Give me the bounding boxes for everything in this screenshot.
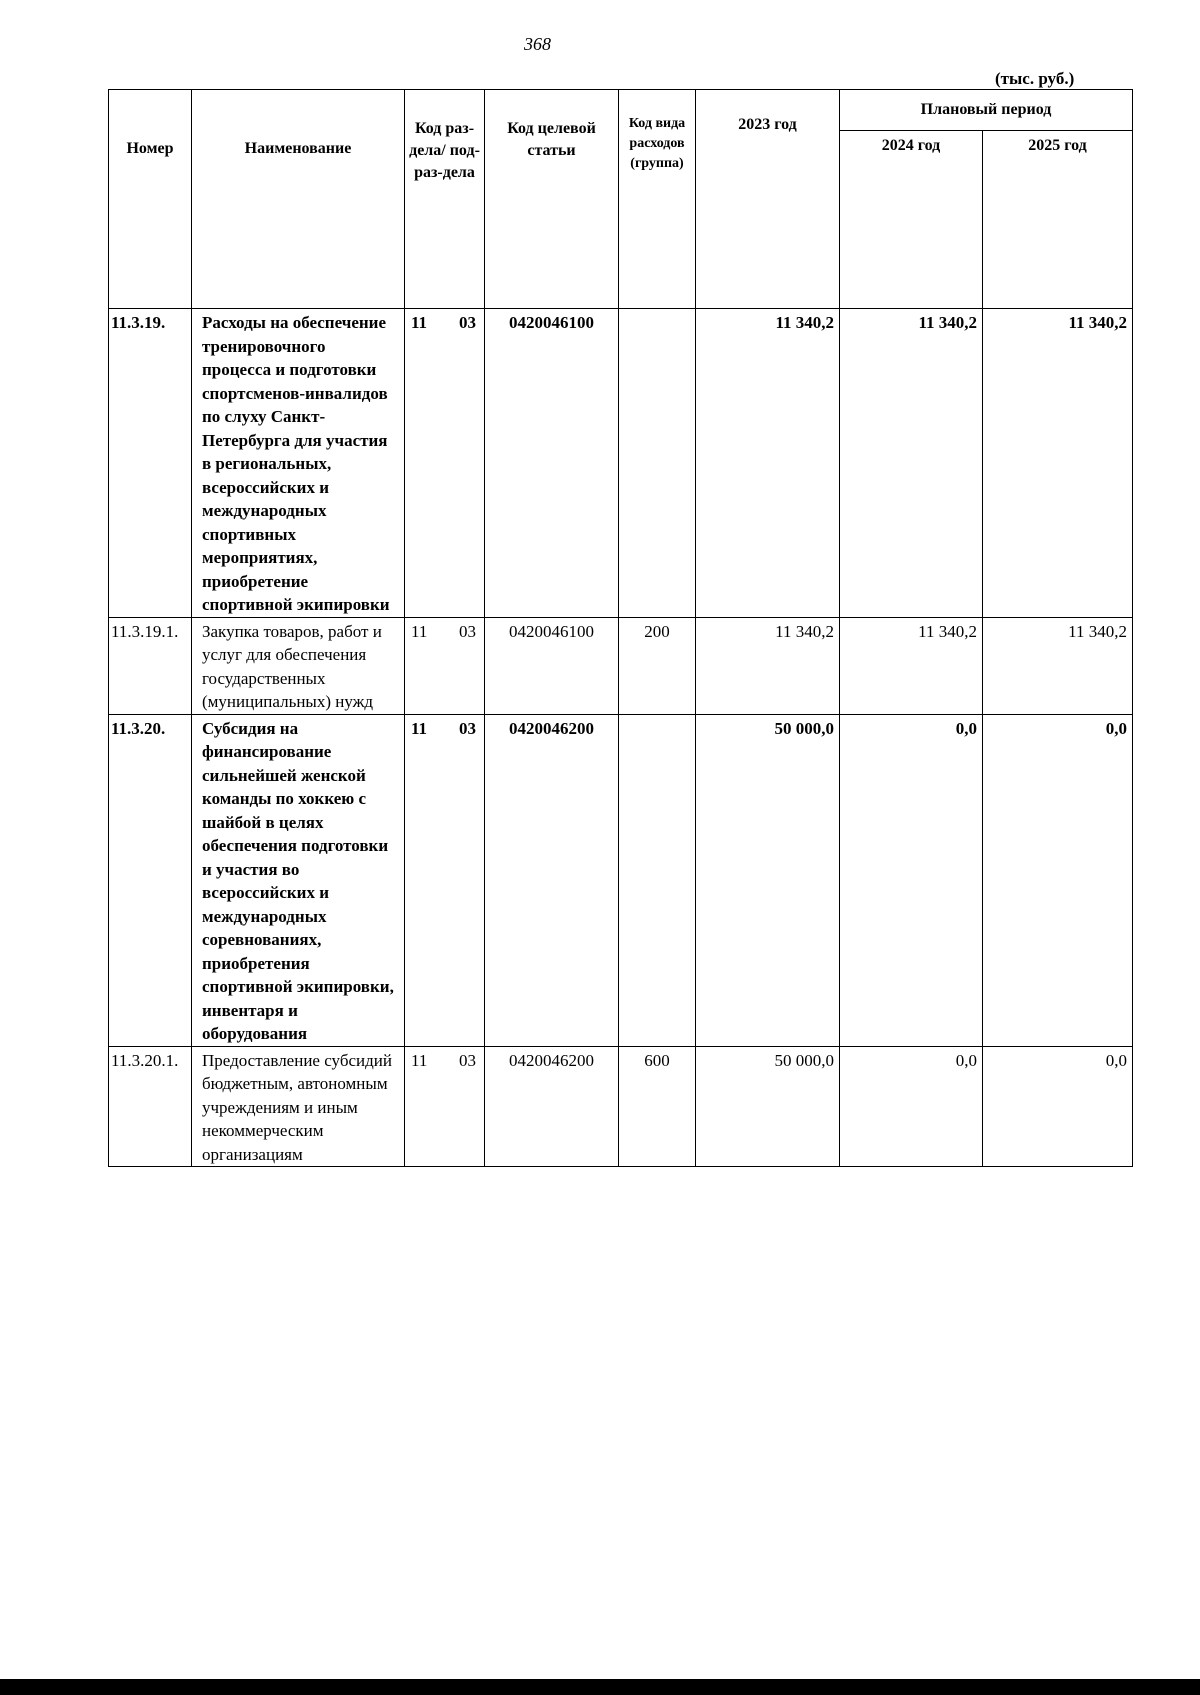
row-csr: 0420046200 (485, 1046, 619, 1167)
row-2024: 11 340,2 (840, 309, 983, 618)
header-2023: 2023 год (696, 90, 840, 309)
row-2023: 50 000,0 (696, 1046, 840, 1167)
row-razdel: 11 (411, 313, 428, 332)
header-2024: 2024 год (840, 131, 983, 309)
row-2023: 11 340,2 (696, 309, 840, 618)
row-name: Расходы на обеспечение тренировочного процесса и подготовки спортсменов-инвалидов по слуху Санкт-Петербурга для участия в региональных, всероссийских и международных спортивных мероприятиях, приобретение спортивной экипировки (192, 309, 405, 618)
row-podrazdel: 03 (459, 621, 476, 641)
header-name: Наименование (192, 90, 405, 309)
row-razdel-cell (405, 309, 485, 618)
row-2025: 0,0 (983, 714, 1133, 1046)
row-razdel: 11 (411, 718, 428, 738)
row-number: 11.3.20.1. (109, 1046, 192, 1167)
row-csr: 0420046200 (485, 714, 619, 1046)
row-2024: 11 340,2 (840, 617, 983, 714)
row-vr: 200 (619, 617, 696, 714)
row-2025: 0,0 (983, 1046, 1133, 1167)
row-2025: 11 340,2 (983, 617, 1133, 714)
header-razdel: Код раз-дела/ под-раз-дела (405, 90, 485, 309)
scan-border (0, 1679, 1200, 1695)
row-number: 11.3.19.1. (109, 617, 192, 714)
row-razdel-cell (405, 617, 485, 714)
table-row (109, 1046, 1133, 1167)
header-number: Номер (109, 90, 192, 309)
header-plan-period: Плановый период (840, 90, 1133, 131)
row-podrazdel: 03 (459, 718, 476, 738)
units-label: (тыс. руб.) (995, 69, 1075, 88)
budget-table (108, 89, 1133, 1167)
table-row (109, 309, 1133, 618)
row-podrazdel: 03 (459, 1050, 476, 1070)
header-vr: Код вида расходов (группа) (619, 90, 696, 309)
row-vr (619, 309, 696, 618)
row-2023: 11 340,2 (696, 617, 840, 714)
row-podrazdel: 03 (459, 313, 476, 332)
row-csr: 0420046100 (485, 617, 619, 714)
row-name: Предоставление субсидий бюджетным, автономным учреждениям и иным некоммерческим организациям (192, 1046, 405, 1167)
page-number: 368 (524, 34, 551, 54)
row-name: Субсидия на финансирование сильнейшей женской команды по хоккею с шайбой в целях обеспечения подготовки и участия во всероссийских и международных соревнованиях, приобретения спортивной экипировки, инвентаря и оборудования (192, 714, 405, 1046)
row-number: 11.3.19. (109, 309, 192, 618)
row-razdel: 11 (411, 1050, 428, 1070)
table-row (109, 714, 1133, 1046)
row-2024: 0,0 (840, 1046, 983, 1167)
row-razdel-cell (405, 714, 485, 1046)
row-2023: 50 000,0 (696, 714, 840, 1046)
row-razdel: 11 (411, 621, 428, 641)
table-row (109, 617, 1133, 714)
header-2025: 2025 год (983, 131, 1133, 309)
row-number: 11.3.20. (109, 714, 192, 1046)
row-2024: 0,0 (840, 714, 983, 1046)
row-name: Закупка товаров, работ и услуг для обеспечения государственных (муниципальных) нужд (192, 617, 405, 714)
row-csr: 0420046100 (485, 309, 619, 618)
row-razdel-cell (405, 1046, 485, 1167)
row-2025: 11 340,2 (983, 309, 1133, 618)
row-vr: 600 (619, 1046, 696, 1167)
header-csr: Код целевой статьи (485, 90, 619, 309)
row-vr (619, 714, 696, 1046)
